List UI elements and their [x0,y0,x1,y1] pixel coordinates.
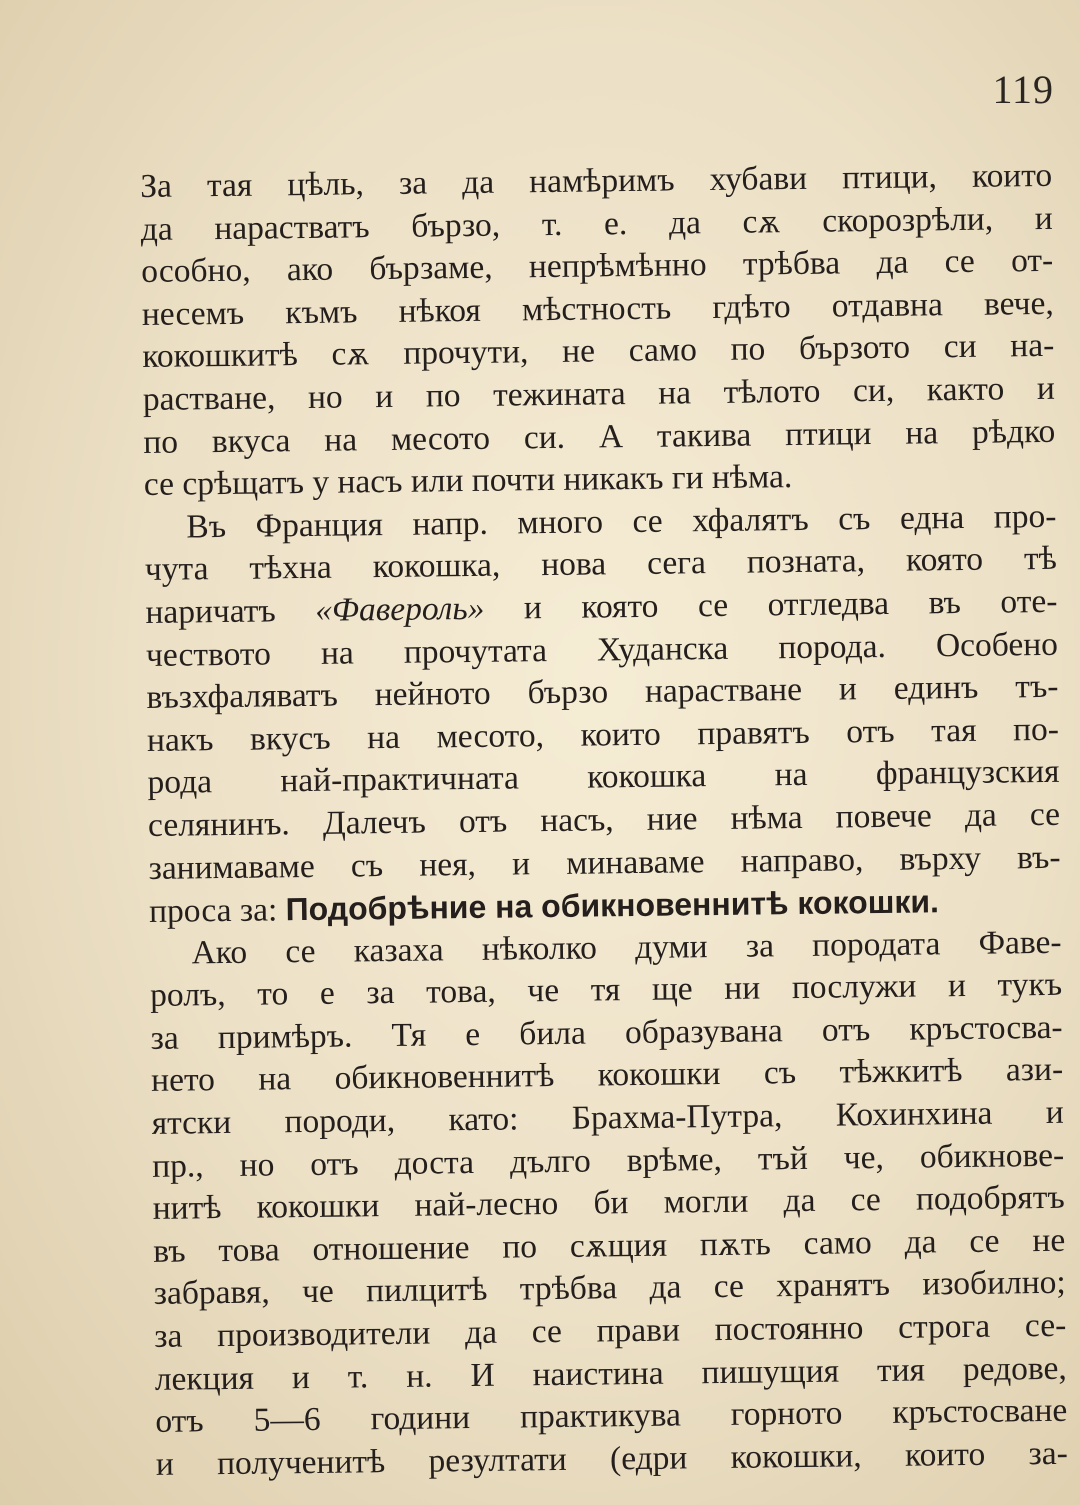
text-line: нитѣ кокошки най-лесно би могли да се подобрятъ [152,1179,1065,1228]
text-line: селянинъ. Далечъ отъ насъ, ние нѣма повече да се [147,795,1061,844]
text-line: чута тѣхна кокошка, нова сега позната, която тѣ [144,540,1058,589]
text-line: забравя, че пилцитѣ трѣбва да се хранятъ изобилно; [153,1264,1066,1313]
breed-name-italic: «Фавероль» [315,589,485,629]
section-heading-inline: Подобрѣние на обикновеннитѣ кокошки. [285,883,940,928]
text-line: отъ 5—6 години практикува горното кръстосване [155,1391,1068,1441]
text-fragment: наричатъ [145,591,316,631]
text-line: особно, ако бързаме, непрѣмѣнно трѣбва да се от- [141,242,1054,291]
text-line: лекция и т. н. И наистина пишущия тия редове, [154,1349,1067,1398]
text-line: Въ Франция напр. много се хфалятъ съ една про- [186,497,1057,546]
text-line: и полученитѣ резултати (едри кокошки, които за- [155,1434,1069,1483]
text-line: растване, но и по тежината на тѣлото си, както и [142,369,1056,418]
paragraph-2 [144,496,1061,933]
text-line: нето на обикновеннитѣ кокошки съ тѣжкитѣ ази- [150,1051,1064,1100]
text-line: кокошкитѣ сѫ прочути, не само по бързото си на- [142,327,1055,376]
text-line: да нарастватъ бързо, т. е. да сѫ скорозрѣли, и [140,199,1053,248]
body-text [140,155,1068,1486]
paragraph-3 [149,921,1068,1486]
text-line: за примѣръ. Тя е била образувана отъ кръстосва- [150,1008,1063,1057]
text-line: Ако се казаха нѣколко думи за породата Фаве- [191,923,1062,972]
text-line: чеството на прочутата Худанска порода. Особено [145,625,1059,674]
text-line: въ това отношение по сѫщия пѫть само да се не [153,1221,1066,1270]
text-line: се срѣщатъ у насъ или почти никакъ ги нѣма. [143,458,793,504]
text-line: несемъ къмъ нѣкоя мѣстность гдѣто отдавна вече, [141,284,1054,333]
text-line: за производители да се прави постоянно строга се- [154,1306,1067,1355]
text-line: по вкуса на месото си. А такива птици на рѣдко [143,412,1056,461]
text-line: За тая цѣль, за да намѣримъ хубави птици, които [140,156,1053,205]
text-fragment: проса за: [148,891,286,931]
text-line: рода най-практичната кокошка на французския [147,753,1060,802]
text-line: пр., но отъ доста дълго врѣме, тъй че, обикнове- [151,1136,1065,1185]
text-fragment: и която се отгледва въ оте- [484,582,1058,627]
paragraph-1 [140,155,1056,507]
text-line: възхфаляватъ нейното бързо нарастване и единъ тъ- [146,667,1059,717]
page-number: 119 [992,67,1054,112]
text-line: занимаваме съ нея, и минаваме направо, върху въ- [148,838,1061,887]
text-line: ятски породи, като: Брахма-Путра, Кохинхина и [151,1093,1064,1142]
text-line: ролъ, то е за това, че тя ще ни послужи и тукъ [149,966,1063,1015]
text-line: накъ вкусъ на месото, които правятъ отъ тая по- [146,710,1060,759]
